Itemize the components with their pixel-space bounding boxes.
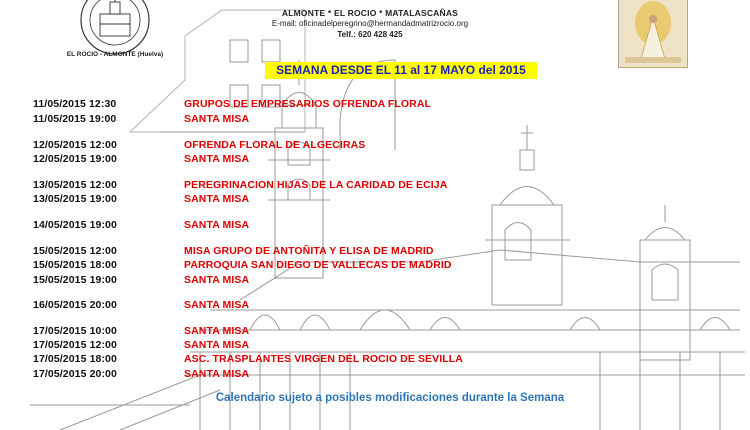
row-datetime: 13/05/2015 12:00 bbox=[33, 179, 117, 191]
seal-bottom-text: EL ROCIO - ALMONTE (Huelva) bbox=[66, 51, 164, 58]
row-datetime: 11/05/2015 19:00 bbox=[33, 113, 117, 125]
row-datetime: 13/05/2015 19:00 bbox=[33, 193, 117, 205]
header-locations: ALMONTE * EL ROCIO * MATALASCAÑAS bbox=[281, 8, 459, 18]
row-event: SANTA MISA bbox=[184, 274, 250, 286]
header-phone: Telf.: 620 428 425 bbox=[337, 30, 403, 39]
row-event: SANTA MISA bbox=[184, 193, 250, 205]
sanctuary-seal-logo bbox=[40, 0, 190, 60]
virgin-image bbox=[618, 0, 688, 68]
row-event: MISA GRUPO DE ANTOÑITA Y ELISA DE MADRID bbox=[184, 245, 434, 257]
row-event: ASC. TRASPLANTES VIRGEN DEL ROCIO DE SEVILLA bbox=[184, 353, 463, 365]
row-datetime: 11/05/2015 12:30 bbox=[33, 98, 117, 110]
row-event: PARROQUIA SAN DIEGO DE VALLECAS DE MADRID bbox=[184, 259, 452, 271]
row-datetime: 14/05/2015 19:00 bbox=[33, 219, 117, 231]
row-event: OFRENDA FLORAL DE ALGECIRAS bbox=[184, 139, 366, 151]
row-datetime: 17/05/2015 12:00 bbox=[33, 339, 117, 351]
row-event: SANTA MISA bbox=[184, 219, 250, 231]
row-event: SANTA MISA bbox=[184, 368, 250, 380]
row-datetime: 12/05/2015 19:00 bbox=[33, 153, 117, 165]
row-datetime: 16/05/2015 20:00 bbox=[33, 299, 117, 311]
row-event: SANTA MISA bbox=[184, 299, 250, 311]
row-event: SANTA MISA bbox=[184, 339, 250, 351]
row-event: GRUPOS DE EMPRESARIOS OFRENDA FLORAL bbox=[184, 98, 432, 110]
row-event: PEREGRINACION HIJAS DE LA CARIDAD DE ECIJA bbox=[184, 179, 448, 191]
row-event: SANTA MISA bbox=[184, 113, 250, 125]
row-datetime: 17/05/2015 18:00 bbox=[33, 353, 117, 365]
row-datetime: 15/05/2015 12:00 bbox=[33, 245, 117, 257]
week-title: SEMANA DESDE EL 11 al 17 MAYO del 2015 bbox=[265, 62, 537, 79]
footer-disclaimer: Calendario sujeto a posibles modificaciones durante la Semana bbox=[215, 392, 565, 404]
row-datetime: 15/05/2015 19:00 bbox=[33, 274, 117, 286]
row-event: SANTA MISA bbox=[184, 325, 250, 337]
row-datetime: 17/05/2015 10:00 bbox=[33, 325, 117, 337]
row-datetime: 17/05/2015 20:00 bbox=[33, 368, 117, 380]
row-event: SANTA MISA bbox=[184, 153, 250, 165]
row-datetime: 12/05/2015 12:00 bbox=[33, 139, 117, 151]
row-datetime: 15/05/2015 18:00 bbox=[33, 259, 117, 271]
header-email: E-mail: oficinadelperegrino@hermandadmatrizrocio.org bbox=[271, 19, 469, 28]
